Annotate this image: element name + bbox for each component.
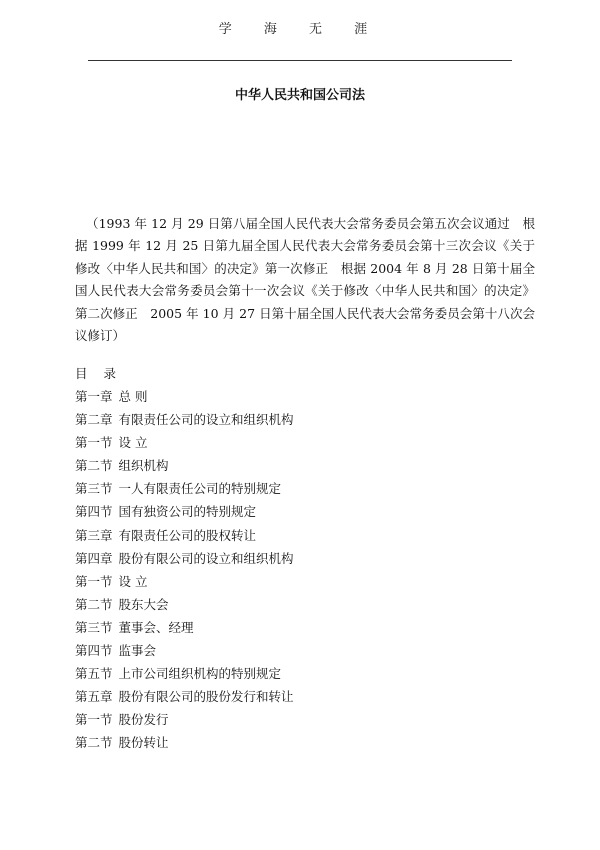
toc-item-number: 第三节 <box>75 619 113 635</box>
toc-item[interactable] <box>75 639 535 662</box>
toc-item-number: 第二节 <box>75 596 113 612</box>
toc-item-title: 设 立 <box>118 573 148 589</box>
toc-item[interactable] <box>75 454 535 477</box>
toc-item-number: 第一节 <box>75 573 113 589</box>
toc-item-title: 股份有限公司的设立和组织机构 <box>118 550 294 566</box>
toc-item[interactable] <box>75 408 535 431</box>
toc-item[interactable] <box>75 593 535 616</box>
toc-item[interactable] <box>75 662 535 685</box>
toc-heading: 目 录 <box>75 366 122 381</box>
toc-item[interactable] <box>75 616 535 639</box>
toc-item-number: 第一节 <box>75 712 113 728</box>
toc-item-number: 第五章 <box>75 689 113 705</box>
toc-item-title: 董事会、经理 <box>118 619 194 635</box>
header-divider <box>88 60 512 61</box>
toc-item[interactable] <box>75 477 535 500</box>
toc-item-number: 第三章 <box>75 527 113 543</box>
toc-item-number: 第二章 <box>75 412 113 428</box>
page-header: 学 海 无 涯 <box>218 22 382 37</box>
toc-item-number: 第一章 <box>75 389 113 404</box>
toc-item[interactable] <box>75 547 535 570</box>
toc-item[interactable] <box>75 731 535 754</box>
toc-item-number: 第四节 <box>75 643 113 659</box>
preamble-paragraph: （1993 年 12 月 29 日第八届全国人民代表大会常务委员会第五次会议通过 根据 1999 年 12 月 25 日第九届全国人民代表大会常务委员会第十三次会议《关于修改〈中华人民共和国〉的决定》第一次修正 根据 2004 年 8 月 28 日第十届全国人民代表大会常务委员会第十一次会议《关于修改〈中华人民共和国〉的决定》第二次修正 2005 年 10 月 27 日第十届全国人民代表大会常务委员会第十八次会议修订） <box>75 216 535 344</box>
toc-item-title: 股份有限公司的股份发行和转让 <box>118 689 294 705</box>
toc-item-number: 第四章 <box>75 550 113 566</box>
toc-item[interactable] <box>75 431 535 454</box>
toc-item-title: 股份发行 <box>118 712 169 728</box>
toc-item[interactable] <box>75 524 535 547</box>
toc-item-title: 一人有限责任公司的特别规定 <box>118 481 282 497</box>
toc-item[interactable] <box>75 500 535 523</box>
toc-item[interactable] <box>75 708 535 731</box>
toc-item-number: 第二节 <box>75 458 113 474</box>
toc-item[interactable] <box>75 570 535 593</box>
toc-item-number: 第二节 <box>75 735 113 751</box>
toc-item[interactable] <box>75 385 535 408</box>
toc-item-title: 总 则 <box>118 389 148 404</box>
toc-item-title: 设 立 <box>118 435 148 451</box>
toc-item[interactable] <box>75 685 535 708</box>
toc-item-title: 股份转让 <box>118 735 169 751</box>
table-of-contents <box>75 362 535 755</box>
toc-item-title: 有限责任公司的股权转让 <box>118 527 257 543</box>
toc-item-number: 第五节 <box>75 666 113 682</box>
toc-item-title: 国有独资公司的特别规定 <box>118 504 257 520</box>
toc-item-number: 第三节 <box>75 481 113 497</box>
toc-item-number: 第四节 <box>75 504 113 520</box>
toc-item-title: 上市公司组织机构的特别规定 <box>118 666 282 682</box>
toc-item-title: 有限责任公司的设立和组织机构 <box>118 412 294 428</box>
toc-item-number: 第一节 <box>75 435 113 451</box>
toc-item-title: 股东大会 <box>118 596 169 612</box>
document-title: 中华人民共和国公司法 <box>234 88 365 103</box>
toc-item-title: 监事会 <box>118 643 157 659</box>
toc-item-title: 组织机构 <box>118 458 169 474</box>
